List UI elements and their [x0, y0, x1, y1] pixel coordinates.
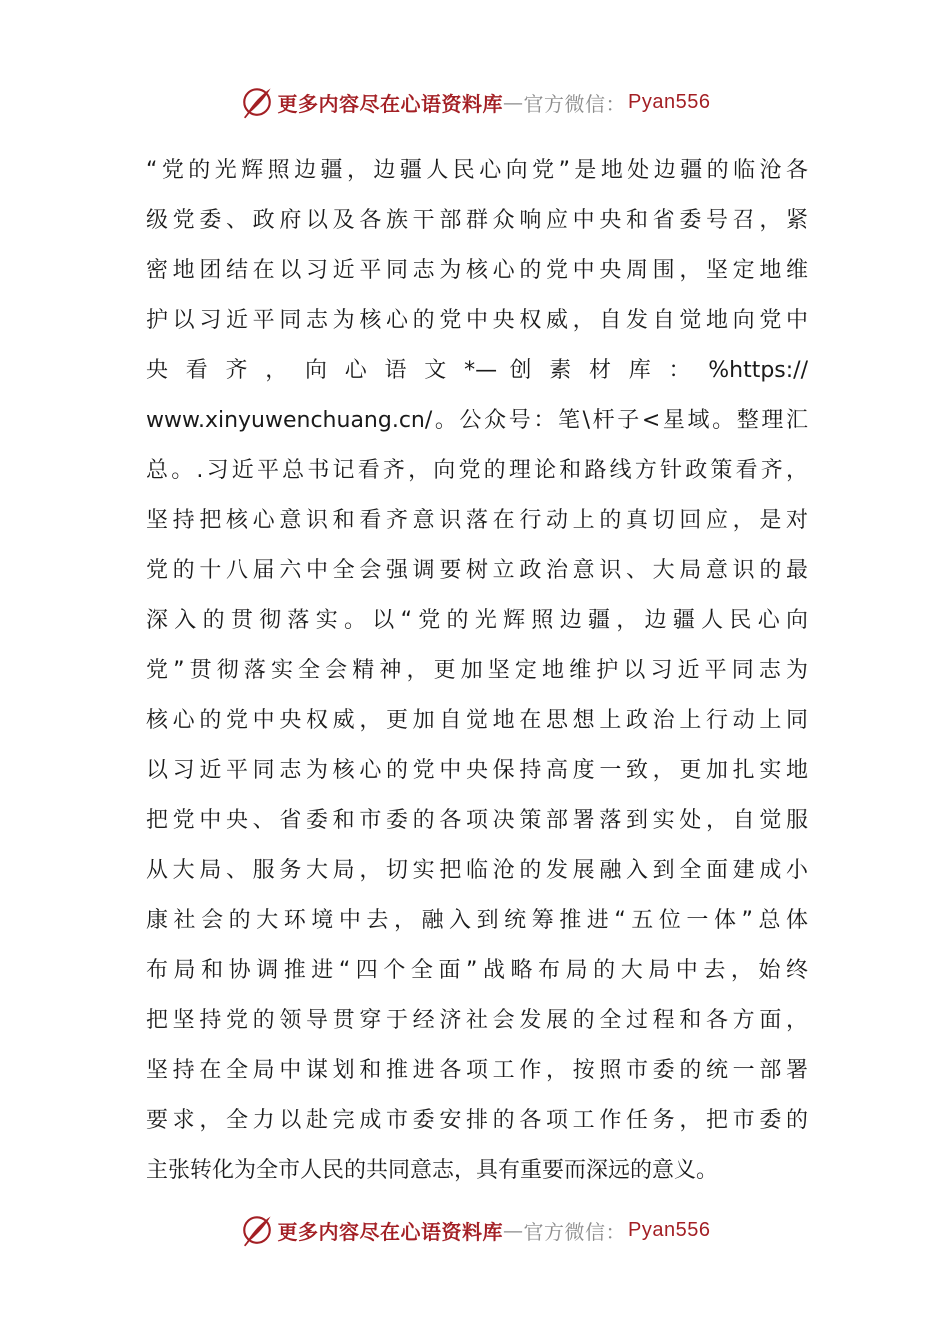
body-text-line: 把坚持党的领导贯穿于经济社会发展的全过程和各方面， — [146, 1008, 808, 1033]
body-text-line: “党的光辉照边疆，边疆人民心向党”是地处边疆的临沧各 — [146, 158, 808, 183]
body-text-line: 核心的党中央权威，更加自觉地在思想上政治上行动上同 — [146, 708, 808, 733]
body-text-line: 把党中央、省委和市委的各项决策部署落到实处，自觉服 — [146, 808, 808, 833]
body-text-line: 密地团结在以习近平同志为核心的党中央周围，坚定地维 — [146, 258, 808, 283]
body-text-line: 要求，全力以赴完成市委安排的各项工作任务，把市委的 — [146, 1108, 808, 1133]
footer-banner — [0, 1210, 950, 1250]
quill-pen-logo-icon — [240, 85, 274, 119]
body-text-line: 坚持在全局中谋划和推进各项工作，按照市委的统一部署 — [146, 1058, 808, 1083]
body-text-line: 以习近平同志为核心的党中央保持高度一致，更加扎实地 — [146, 758, 808, 783]
banner-main-text: 更多内容尽在心语资料库 — [277, 91, 504, 116]
body-text-line: 康社会的大环境中去，融入到统筹推进“五位一体”总体 — [146, 908, 808, 933]
banner-wechat-id: Pyan556 — [628, 90, 711, 113]
body-text-line: 党”贯彻落实全会精神，更加坚定地维护以习近平同志为 — [146, 658, 808, 683]
banner-wechat-id: Pyan556 — [628, 1218, 711, 1241]
body-text-line: 从大局、服务大局，切实把临沧的发展融入到全面建成小 — [146, 858, 808, 883]
body-text-line: 深入的贯彻落实。以“党的光辉照边疆，边疆人民心向 — [146, 608, 808, 633]
banner-sub-text: 官方微信： — [523, 91, 627, 116]
body-text-line: 党的十八届六中全会强调要树立政治意识、大局意识的最 — [146, 558, 808, 583]
banner-dash: — — [503, 1218, 524, 1242]
body-text-line: 总。.习近平总书记看齐，向党的理论和路线方针政策看齐， — [146, 458, 808, 483]
body-text-line: 坚持把核心意识和看齐意识落在行动上的真切回应，是对 — [146, 508, 808, 533]
header-banner — [0, 82, 950, 122]
body-text-line: 护以习近平同志为核心的党中央权威，自发自觉地向党中 — [146, 308, 808, 333]
banner-dash: — — [503, 90, 524, 114]
body-text-line: www.xinyuwenchuang.cn/。公众号：笔\杆子<星域。整理汇 — [146, 408, 808, 433]
body-text-line: 布局和协调推进“四个全面”战略布局的大局中去，始终 — [146, 958, 808, 983]
body-text-line: 央 看 齐 ， 向 心 语 文 *— 创 素 材 库 ： %https:// — [146, 358, 808, 383]
document-body — [146, 146, 808, 1196]
quill-pen-logo-icon — [240, 1213, 274, 1247]
body-text-line: 级党委、政府以及各族干部群众响应中央和省委号召，紧 — [146, 208, 808, 233]
banner-sub-text: 官方微信： — [523, 1219, 627, 1244]
body-text-line: 主张转化为全市人民的共同意志，具有重要而深远的意义。 — [146, 1158, 719, 1183]
banner-main-text: 更多内容尽在心语资料库 — [277, 1219, 504, 1244]
